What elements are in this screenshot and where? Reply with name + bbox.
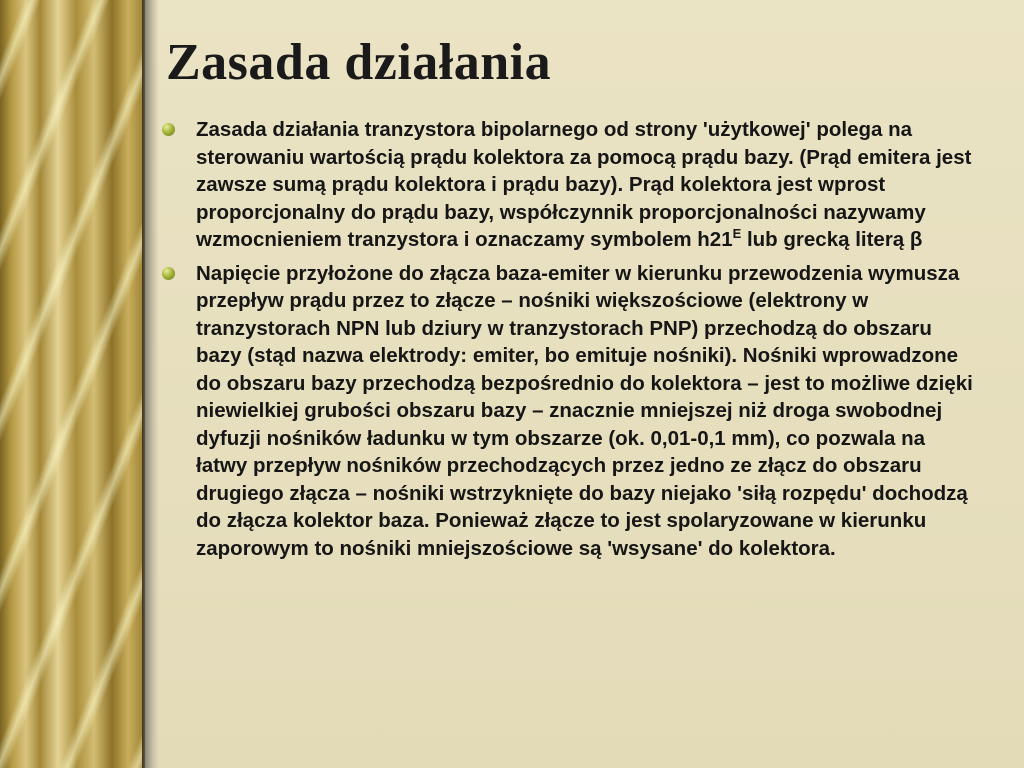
slide-title: Zasada działania: [166, 34, 552, 91]
bullet-item-1: [160, 116, 980, 254]
bullet-1-superscript: E: [732, 226, 742, 241]
circle-bullet-icon: [162, 123, 175, 136]
bullet-2-text: Napięcie przyłożone do złącza baza-emiter w kierunku przewodzenia wymusza przepływ prądu przez to złącze – nośniki większościowe (elektrony w tranzystorach NPN lub dziury w tranzystorach PNP) przechodzą do obszaru bazy (stąd nazwa elektrody: emiter, bo emituje nośniki). Nośniki wprowadzone do obszaru bazy przechodzą bezpośrednio do kolektora – jest to możliwe dzięki niewielkiej grubości obszaru bazy – znacznie mniejszej niż droga swobodnej dyfuzji nośników ładunku w tym obszarze (ok. 0,01-0,1 mm), co pozwala na łatwy przepływ nośników przechodzących przez jedno ze złącz do obszaru drugiego złącza – nośniki wstrzyknięte do bazy niejako 'siłą rozpędu' dochodzą do złącza kolektor baza. Ponieważ złącze to jest spolaryzowane w kierunku zaporowym to nośniki mniejszościowe są 'wsysane' do kolektora.: [196, 261, 973, 560]
bullet-1-text-after: lub grecką literą β: [741, 228, 923, 251]
circle-bullet-icon: [162, 267, 175, 280]
bullet-1-text-before: Zasada działania tranzystora bipolarnego od strony 'użytkowej' polega na sterowaniu wartością prądu kolektora za pomocą prądu bazy. (Prąd emitera jest zawsze sumą prądu kolektora i prądu bazy). Prąd kolektora jest wprost proporcjonalny do prądu bazy, współczynnik proporcjonalności nazywamy wzmocnieniem tranzystora i oznaczamy symbolem h21: [196, 118, 972, 251]
bullet-item-2: [160, 260, 980, 563]
decorative-gold-pillar: [0, 0, 145, 768]
bullet-1-text: [196, 118, 971, 251]
bullet-list: [160, 116, 980, 568]
pillar-shadow: [145, 0, 159, 768]
